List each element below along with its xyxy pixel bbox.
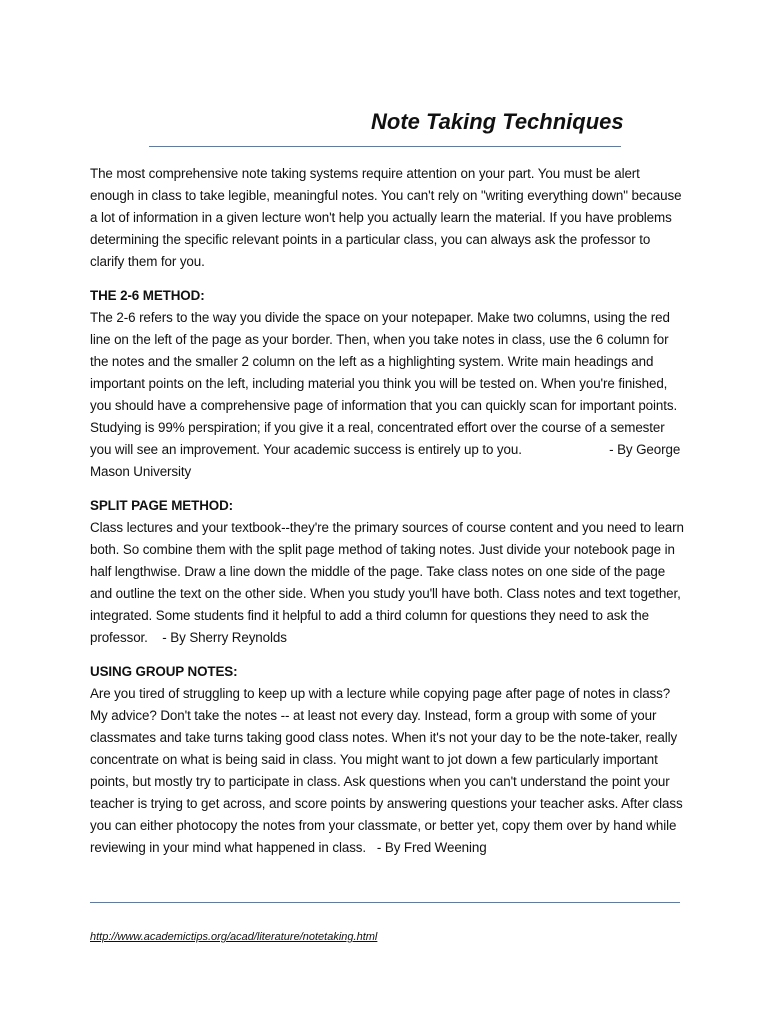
section-heading: THE 2-6 METHOD: (90, 288, 205, 303)
footnote-separator (90, 902, 680, 903)
intro-paragraph: The most comprehensive note taking systems require attention on your part. You must be alert enough in class to take legible, meaningful notes. You can't rely on "writing everything down" because a lot of information in a given lecture won't help you actually learn the material. If you have problems determining the specific relevant points in a particular class, you can always ask the professor to clarify them for you. (90, 166, 682, 269)
section-attribution: - By Fred Weening (376, 840, 487, 855)
section-group-notes (90, 661, 686, 859)
section-text: Are you tired of struggling to keep up with a lecture while copying page after page of notes in class? My advice? Don't take the notes -- at least not every day. Instead, form a group with some of your classmates and take turns taking good class notes. When it's not your day to be the note-taker, really concentrate on what is being said in class. You might want to jot down a few particularly important points, but mostly try to participate in class. Ask questions when you can't understand the point your teacher is trying to get across, and score points by answering questions your teacher asks. After class you can either photocopy the notes from your classmate, or better yet, copy them over by hand while reviewing in your mind what happened in class. (90, 686, 683, 855)
section-attribution: - By Sherry Reynolds (162, 630, 287, 645)
section-text: The 2-6 refers to the way you divide the space on your notepaper. Make two columns, using the red line on the left of the page as your border. Then, when you take notes in class, use the 6 column for the notes and the smaller 2 column on the left as a highlighting system. Write main headings and important points on the left, including material you think you will be tested on. When you're finished, you should have a comprehensive page of information that you can quickly scan for important points. Studying is 99% perspiration; if you give it a real, concentrated effort over the course of a semester you will see an improvement. Your academic success is entirely up to you. (90, 310, 678, 457)
section-heading: SPLIT PAGE METHOD: (90, 498, 234, 513)
section-text: Class lectures and your textbook--they're the primary sources of course content and you need to learn both. So combine them with the split page method of taking notes. Just divide your notebook page in half lengthwise. Draw a line down the middle of the page. Take class notes on one side of the page and outline the text on the other side. When you study you'll have both. Class notes and text together, integrated. Some students find it helpful to add a third column for questions they need to ask the professor. (90, 520, 684, 645)
section-heading: USING GROUP NOTES: (90, 664, 238, 679)
document-body (90, 163, 686, 871)
section-2-6-method (90, 285, 686, 483)
section-attribution: - By George Mason University (90, 442, 681, 479)
title-underline (149, 146, 621, 147)
section-split-page-method (90, 495, 686, 649)
footnote-link[interactable]: http://www.academictips.org/acad/literature/notetaking.html (90, 931, 378, 943)
page-title (300, 106, 690, 138)
page-title-text: Note Taking Techniques (371, 109, 624, 134)
